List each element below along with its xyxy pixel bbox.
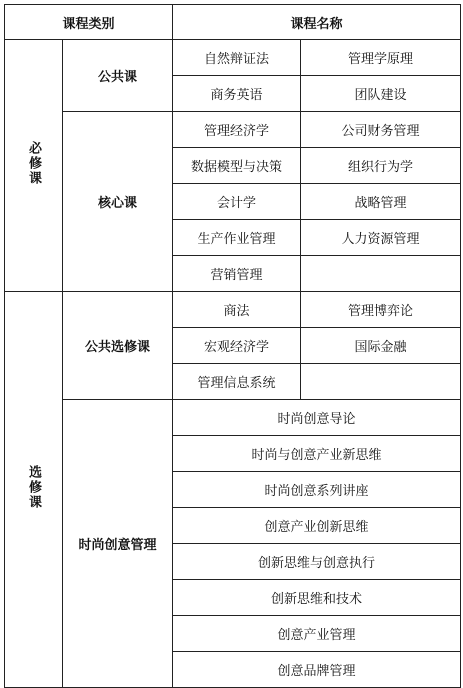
course-cell: 商务英语	[173, 76, 301, 112]
course-cell: 战略管理	[301, 184, 461, 220]
elective-fashion-subcategory: 时尚创意管理	[63, 400, 173, 688]
course-cell: 国际金融	[301, 328, 461, 364]
header-category: 课程类别	[5, 5, 173, 40]
course-cell: 创意品牌管理	[173, 652, 461, 688]
course-cell: 创新思维与创意执行	[173, 544, 461, 580]
empty-cell	[301, 256, 461, 292]
course-cell: 会计学	[173, 184, 301, 220]
table-row	[5, 400, 461, 436]
course-cell: 创意产业创新思维	[173, 508, 461, 544]
course-cell: 营销管理	[173, 256, 301, 292]
course-cell: 时尚创意导论	[173, 400, 461, 436]
empty-cell	[301, 364, 461, 400]
course-cell: 商法	[173, 292, 301, 328]
course-cell: 管理学原理	[301, 40, 461, 76]
elective-category: 选修课	[5, 292, 63, 688]
course-cell: 自然辩证法	[173, 40, 301, 76]
course-cell: 创意产业管理	[173, 616, 461, 652]
course-cell: 管理经济学	[173, 112, 301, 148]
header-name: 课程名称	[173, 5, 461, 40]
required-core-subcategory: 核心课	[63, 112, 173, 292]
course-cell: 时尚与创意产业新思维	[173, 436, 461, 472]
table-row	[5, 40, 461, 76]
course-cell: 管理信息系统	[173, 364, 301, 400]
course-table	[4, 4, 461, 688]
course-cell: 管理博弈论	[301, 292, 461, 328]
course-cell: 生产作业管理	[173, 220, 301, 256]
course-cell: 时尚创意系列讲座	[173, 472, 461, 508]
course-cell: 宏观经济学	[173, 328, 301, 364]
required-category: 必修课	[5, 40, 63, 292]
elective-public-subcategory: 公共选修课	[63, 292, 173, 400]
course-cell: 公司财务管理	[301, 112, 461, 148]
course-cell: 创新思维和技术	[173, 580, 461, 616]
course-cell: 人力资源管理	[301, 220, 461, 256]
course-cell: 团队建设	[301, 76, 461, 112]
table-row	[5, 292, 461, 328]
course-cell: 数据模型与决策	[173, 148, 301, 184]
table-row	[5, 112, 461, 148]
required-public-subcategory: 公共课	[63, 40, 173, 112]
header-row	[5, 5, 461, 40]
course-cell: 组织行为学	[301, 148, 461, 184]
